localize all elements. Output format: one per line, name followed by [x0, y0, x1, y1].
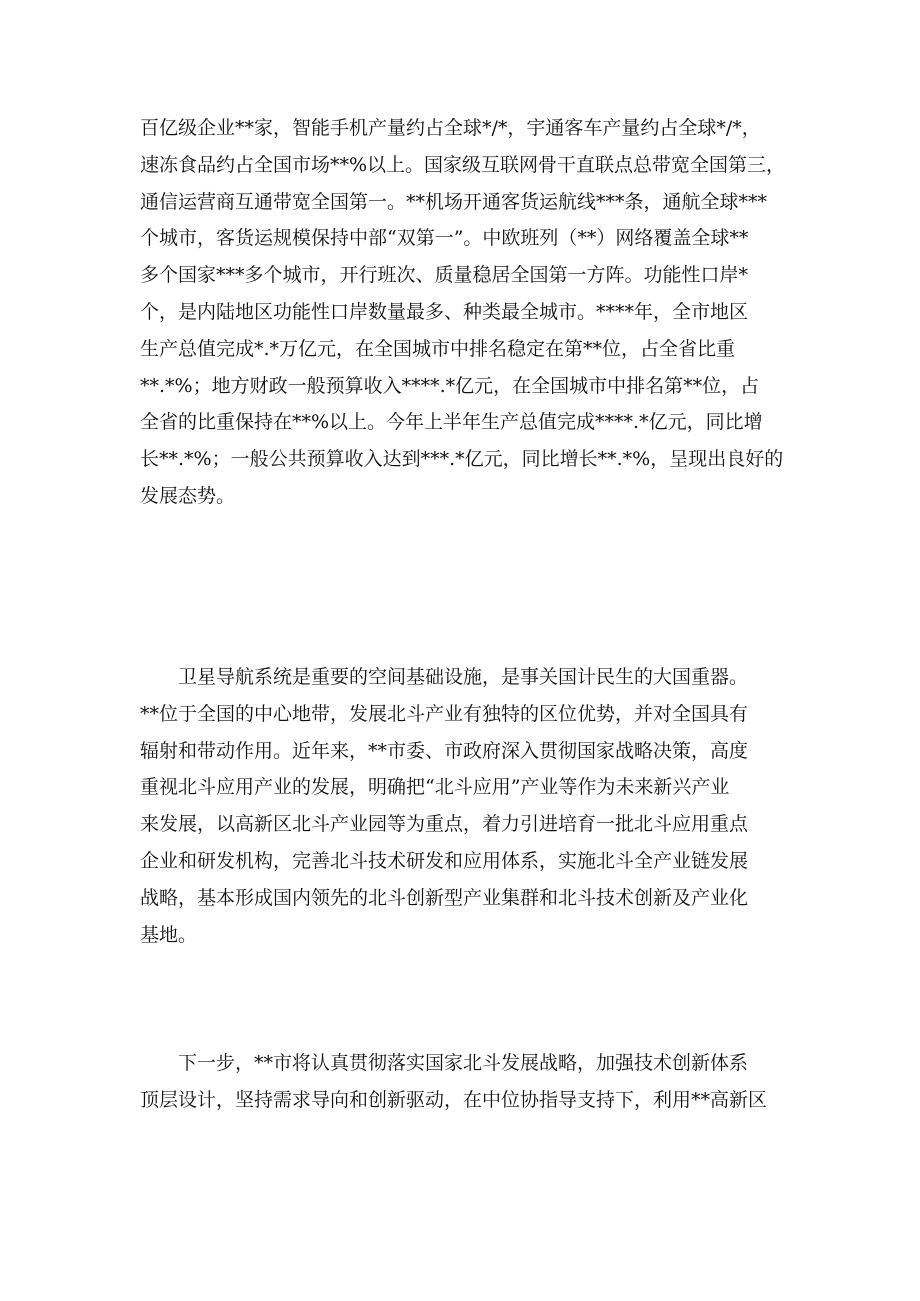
text-line: 多个国家***多个城市，开行班次、质量稳居全国第一方阵。功能性口岸*: [140, 264, 749, 287]
text-line: **位于全国的中心地带，发展北斗产业有独特的区位优势，并对全国具有: [140, 702, 749, 725]
text-line: 卫星导航系统是重要的空间基础设施，是事关国计民生的大国重器。: [178, 666, 749, 688]
text-line: 长**.*%；一般公共预算收入达到***.*亿元，同比增长**.*%，呈现出良好的: [140, 448, 784, 471]
text-line: 个城市，客货运规模保持中部“双第一”。中欧班列（**）网络覆盖全球**: [140, 227, 749, 250]
paragraph-1: [140, 110, 800, 515]
text-line: 全省的比重保持在**%以上。今年上半年生产总值完成****.*亿元，同比增: [140, 411, 763, 434]
text-line: 企业和研发机构，完善北斗技术研发和应用体系，实施北斗全产业链发展: [140, 849, 749, 872]
text-line: 重视北斗应用产业的发展，明确把“北斗应用”产业等作为未来新兴产业: [140, 776, 730, 799]
paragraph-3: [140, 1045, 800, 1119]
text-line: 来发展，以高新区北斗产业园等为重点，着力引进培育一批北斗应用重点: [140, 813, 749, 836]
text-line: 百亿级企业**家，智能手机产量约占全球*/*，宇通客车产量约占全球*/*，: [140, 117, 761, 139]
text-line: 基地。: [140, 923, 198, 946]
text-line: 战略，基本形成国内领先的北斗创新型产业集群和北斗技术创新及产业化: [140, 886, 749, 909]
text-line: 发展态势。: [140, 484, 236, 507]
text-line: **.*%；地方财政一般预算收入****.*亿元，在全国城市中排名第**位，占: [140, 374, 760, 397]
paragraph-2: [140, 659, 800, 953]
text-line: 生产总值完成*.*万亿元，在全国城市中排名稳定在第**位，占全省比重: [140, 337, 736, 360]
text-line: 下一步，**市将认真贯彻落实国家北斗发展战略，加强技术创新体系: [178, 1052, 749, 1074]
text-line: 通信运营商互通带宽全国第一。**机场开通客货运航线***条，通航全球***: [140, 190, 768, 213]
text-line: 辐射和带动作用。近年来，**市委、市政府深入贯彻国家战略决策，高度: [140, 739, 749, 762]
text-line: 速冻食品约占全国市场**%以上。国家级互联网骨干直联点总带宽全国第三，: [140, 153, 786, 176]
text-line: 个，是内陆地区功能性口岸数量最多、种类最全城市。****年，全市地区: [140, 300, 749, 323]
text-line: 顶层设计，坚持需求导向和创新驱动，在中位协指导支持下，利用**高新区: [140, 1088, 768, 1111]
